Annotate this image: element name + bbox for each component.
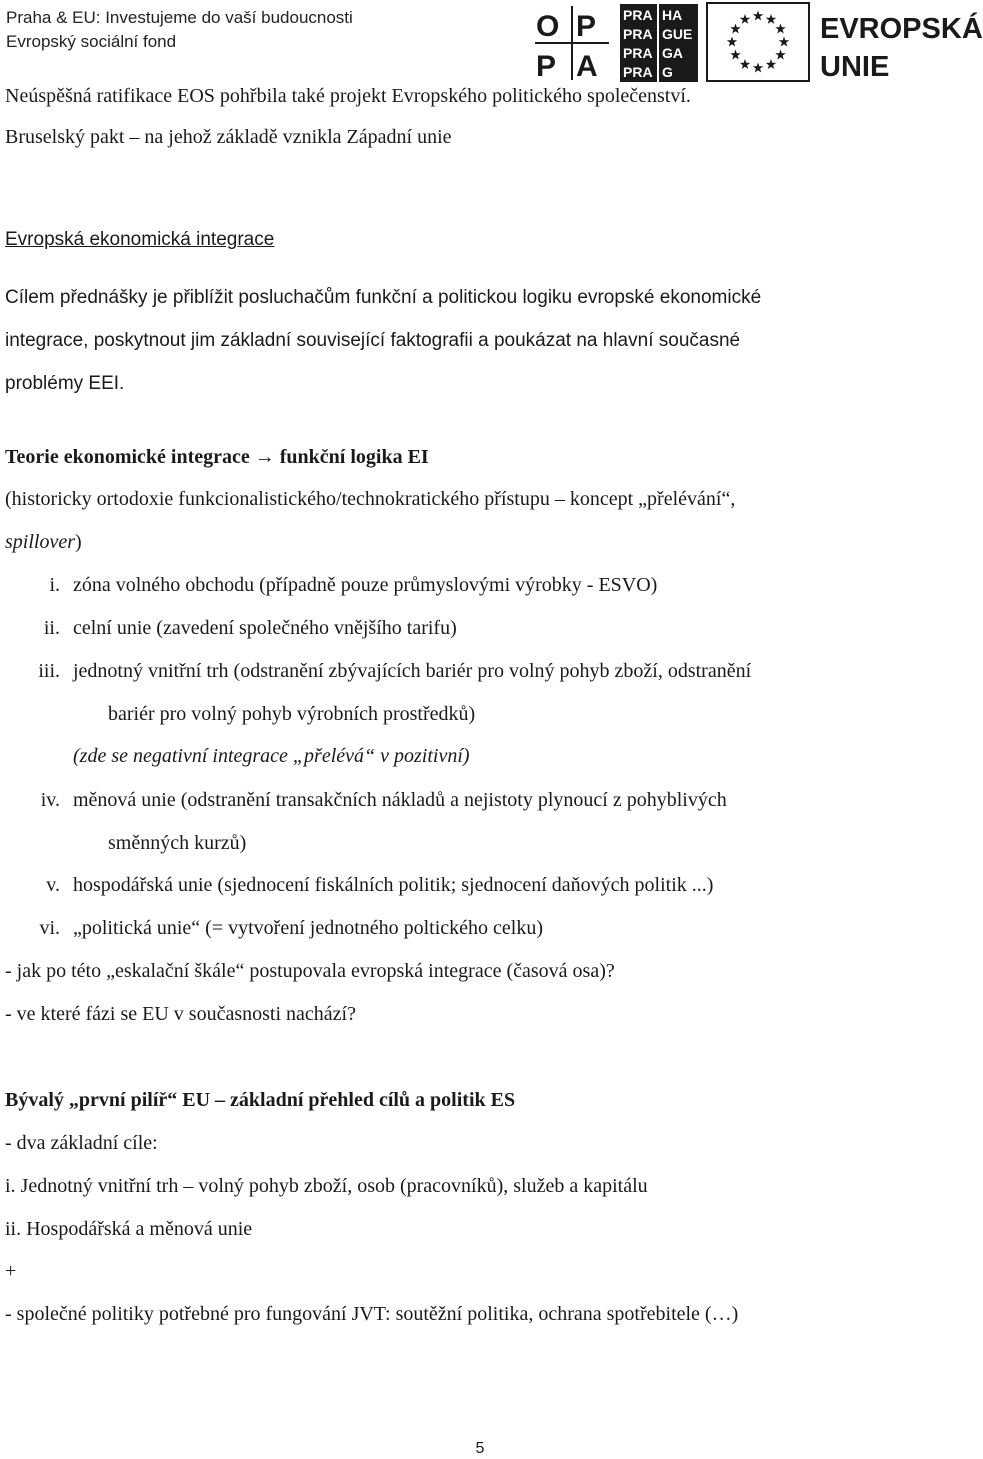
- list-item-number: ii.: [43, 617, 60, 639]
- section2-sub-line-2: [5, 531, 82, 554]
- section2-sub-line-1: (historicky ortodoxie funkcionalistického/technokratického přístupu – koncept „přelévání“,: [5, 488, 736, 510]
- oppa-letter-a: A: [576, 50, 598, 83]
- question-1: - jak po této „eskalační škále“ postupovala evropská integrace (časová osa)?: [5, 960, 615, 982]
- list-item-number: iii.: [38, 660, 60, 682]
- question-2: - ve které fázi se EU v současnosti nachází?: [5, 1003, 356, 1025]
- section-heading-theory: Teorie ekonomické integrace → funkční logika EI: [5, 446, 429, 468]
- page-number: 5: [475, 1440, 485, 1457]
- praha-cell-2: HA: [662, 7, 683, 23]
- section-heading-first-pillar: Bývalý „první pilíř“ EU – základní přehled cílů a politik ES: [5, 1089, 516, 1111]
- header-line-1: Praha & EU: Investujeme do vaší budoucnosti: [6, 8, 353, 27]
- praha-cell-7: PRA: [623, 64, 653, 80]
- eu-flag-icon: [706, 2, 810, 82]
- list-item-continuation: bariér pro volný pohyb výrobních prostředků): [108, 703, 476, 725]
- list-item-number: vi.: [39, 917, 60, 939]
- section3-line-2: i. Jednotný vnitřní trh – volný pohyb zboží, osob (pracovníků), služeb a kapitálu: [5, 1175, 648, 1197]
- section1-para-line-3: problémy EEI.: [5, 373, 125, 394]
- section3-line-4: +: [5, 1260, 17, 1282]
- list-item-number: i.: [49, 574, 60, 596]
- section2-sub-line-2-end: ): [75, 531, 82, 553]
- praha-cell-4: GUE: [662, 26, 693, 42]
- praha-logo: [620, 4, 698, 82]
- section-heading-eei: Evropská ekonomická integrace: [5, 229, 275, 250]
- praha-cell-8: G: [662, 64, 673, 80]
- section3-line-3: ii. Hospodářská a měnová unie: [5, 1218, 253, 1240]
- oppa-logo: [534, 4, 610, 82]
- list-item-text: celní unie (zavedení společného vnějšího tarifu): [73, 617, 457, 639]
- list-item-number: iv.: [40, 789, 60, 811]
- header-project-text: [6, 6, 353, 54]
- praha-cell-6: GA: [662, 45, 683, 61]
- praha-cell-5: PRA: [623, 45, 653, 61]
- list-item-note: (zde se negativní integrace „přelévá“ v pozitivní): [73, 745, 470, 767]
- eu-logo-text: [820, 10, 983, 86]
- list-item-text: zóna volného obchodu (případně pouze průmyslovými výrobky - ESVO): [73, 574, 658, 596]
- section3-line-1: - dva základní cíle:: [5, 1132, 158, 1154]
- praha-cell-3: PRA: [623, 26, 653, 42]
- list-item-number: v.: [46, 874, 60, 896]
- list-item-text: „politická unie“ (= vytvoření jednotného poltického celku): [73, 917, 544, 939]
- oppa-letter-o: O: [536, 10, 560, 43]
- list-item-text: hospodářská unie (sjednocení fiskálních politik; sjednocení daňových politik ...): [73, 874, 714, 896]
- section1-para-line-1: Cílem přednášky je přiblížit posluchačům funkční a politickou logiku evropské ekonomické: [5, 287, 762, 308]
- list-item-text: jednotný vnitřní trh (odstranění zbývajících bariér pro volný pohyb zboží, odstranění: [73, 660, 752, 682]
- intro-line-1: Neúspěšná ratifikace EOS pohřbila také projekt Evropského politického společenství.: [5, 85, 691, 107]
- list-item-text: měnová unie (odstranění transakčních nákladů a nejistoty plynoucí z pohyblivých: [73, 789, 727, 811]
- intro-line-2: Bruselský pakt – na jehož základě vznikla Západní unie: [5, 126, 452, 148]
- header-line-2: Evropský sociální fond: [6, 32, 177, 51]
- oppa-letter-p1: P: [576, 10, 597, 43]
- eu-logo-line-2: UNIE: [820, 51, 890, 83]
- section3-line-5: - společné politiky potřebné pro fungování JVT: soutěžní politika, ochrana spotřebitele (…): [5, 1303, 739, 1325]
- oppa-letter-p2: P: [536, 50, 557, 83]
- list-item-continuation: směnných kurzů): [108, 832, 247, 854]
- eu-logo-line-1: EVROPSKÁ: [820, 13, 983, 45]
- spillover-term: spillover: [5, 531, 75, 553]
- praha-cell-1: PRA: [623, 7, 653, 23]
- section1-para-line-2: integrace, poskytnout jim základní související faktografii a poukázat na hlavní současné: [5, 330, 741, 351]
